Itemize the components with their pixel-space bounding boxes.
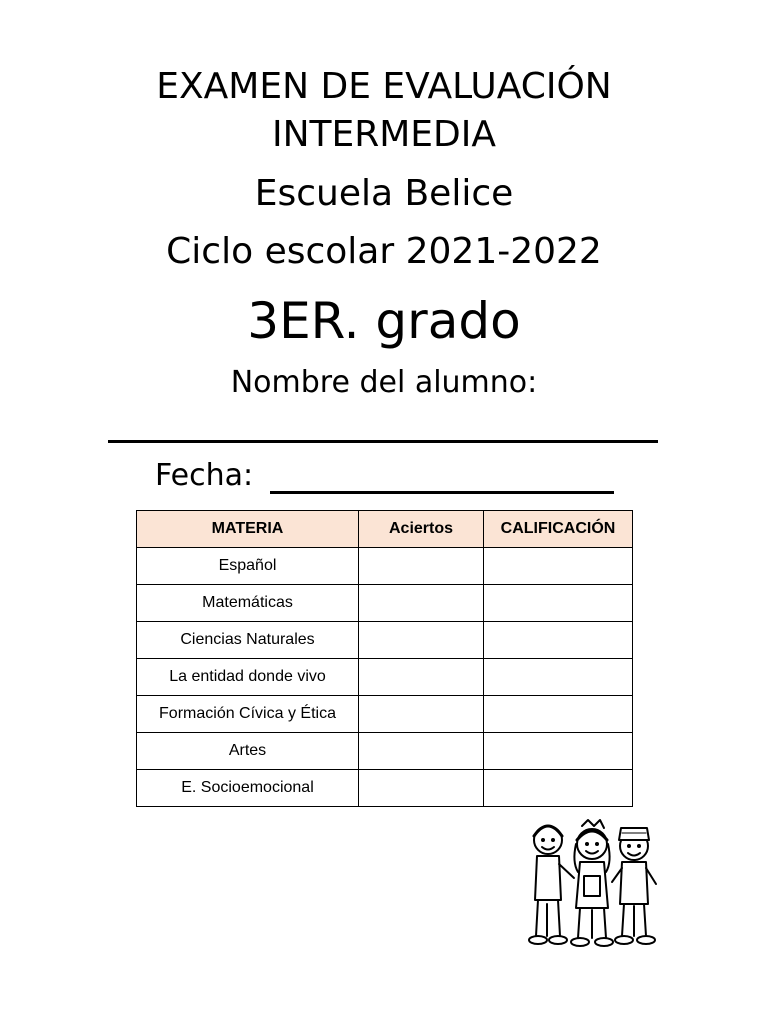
- subject-cell: Ciencias Naturales: [137, 622, 359, 659]
- aciertos-cell[interactable]: [359, 696, 484, 733]
- subject-cell: Español: [137, 548, 359, 585]
- date-label: Fecha:: [155, 458, 254, 493]
- calificacion-cell[interactable]: [484, 622, 633, 659]
- kid-middle-icon: [571, 820, 613, 946]
- table-row: [137, 585, 633, 622]
- table-header-row: [137, 511, 633, 548]
- table-row: [137, 696, 633, 733]
- table-row: [137, 548, 633, 585]
- grade-heading: 3ER. grado: [247, 292, 521, 350]
- kid-left-icon: [529, 826, 574, 944]
- student-name-blank-line[interactable]: [108, 440, 658, 443]
- subject-cell: Matemáticas: [137, 585, 359, 622]
- student-name-label: Nombre del alumno:: [230, 365, 538, 400]
- aciertos-cell[interactable]: [359, 548, 484, 585]
- school-name: Escuela Belice: [254, 173, 514, 214]
- school-cycle: Ciclo escolar 2021-2022: [166, 231, 602, 272]
- date-blank-line[interactable]: [270, 491, 614, 494]
- calificacion-cell[interactable]: [484, 548, 633, 585]
- subject-cell: Artes: [137, 733, 359, 770]
- table-row: [137, 659, 633, 696]
- calificacion-cell[interactable]: [484, 770, 633, 807]
- aciertos-cell[interactable]: [359, 659, 484, 696]
- kid-right-icon: [612, 828, 656, 944]
- header-calificacion: CALIFICACIÓN: [484, 511, 633, 548]
- calificacion-cell[interactable]: [484, 585, 633, 622]
- subject-cell: Formación Cívica y Ética: [137, 696, 359, 733]
- aciertos-cell[interactable]: [359, 622, 484, 659]
- calificacion-cell[interactable]: [484, 696, 633, 733]
- aciertos-cell[interactable]: [359, 770, 484, 807]
- exam-title-line-1: EXAMEN DE EVALUACIÓN: [156, 66, 612, 107]
- calificacion-cell[interactable]: [484, 733, 633, 770]
- calificacion-cell[interactable]: [484, 659, 633, 696]
- aciertos-cell[interactable]: [359, 733, 484, 770]
- header-materia: MATERIA: [137, 511, 359, 548]
- table-row: [137, 733, 633, 770]
- aciertos-cell[interactable]: [359, 585, 484, 622]
- subject-cell: La entidad donde vivo: [137, 659, 359, 696]
- table-row: [137, 622, 633, 659]
- three-kids-clipart-icon: [520, 818, 665, 950]
- grades-table: [136, 510, 633, 807]
- table-row: [137, 770, 633, 807]
- exam-title-line-2: INTERMEDIA: [271, 114, 497, 155]
- header-aciertos: Aciertos: [359, 511, 484, 548]
- subject-cell: E. Socioemocional: [137, 770, 359, 807]
